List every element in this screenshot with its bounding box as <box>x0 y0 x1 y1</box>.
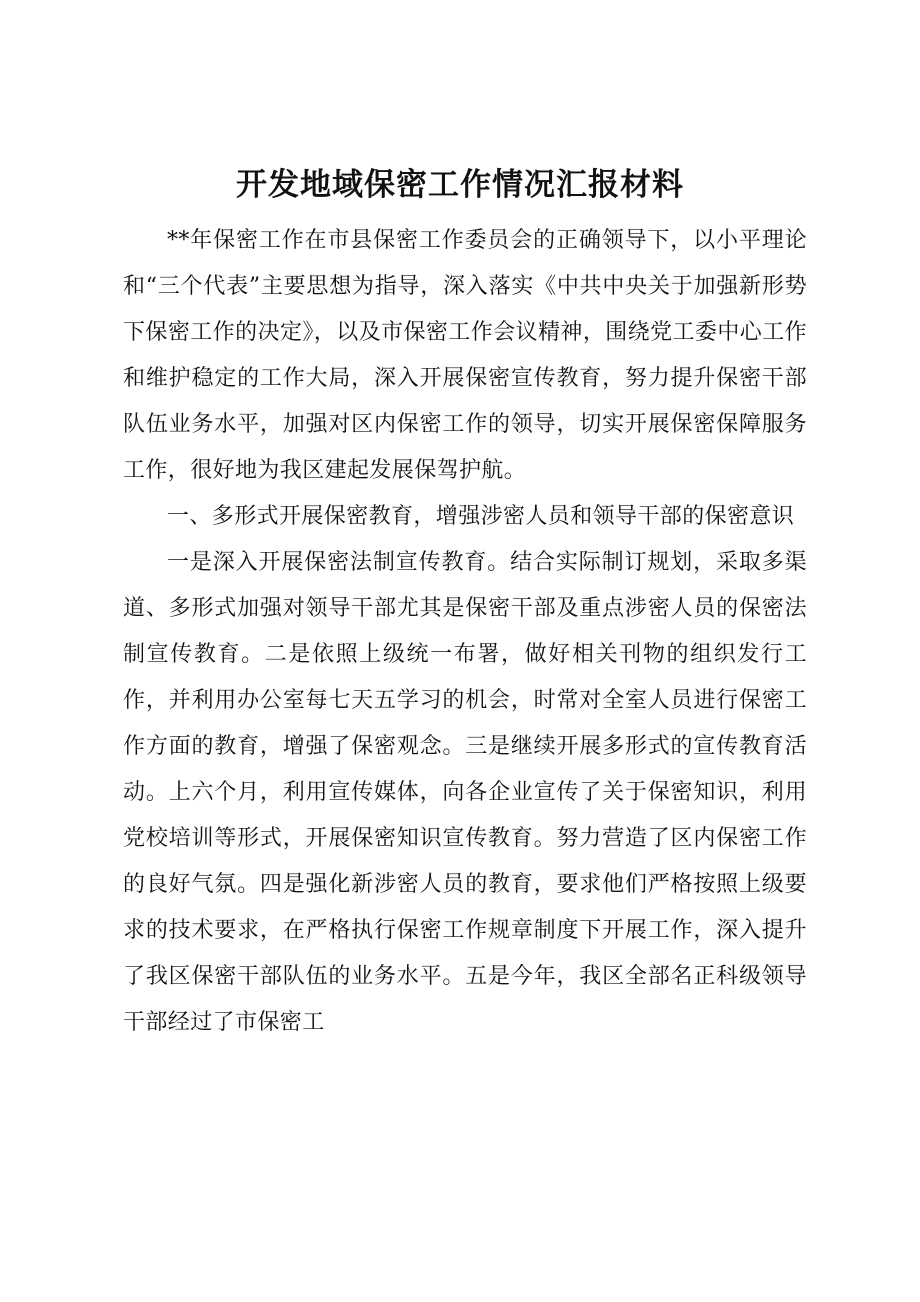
document-body <box>123 218 807 1046</box>
document-title: 开发地域保密工作情况汇报材料 <box>236 167 684 203</box>
section-heading-1: 一、多形式开展保密教育，增强涉密人员和领导干部的保密意识 <box>167 504 795 529</box>
section-1-paragraph: 一是深入开展保密法制宣传教育。结合实际制订规划，采取多渠道、多形式加强对领导干部尤其是保密干部及重点涉密人员的保密法制宣传教育。二是依照上级统一布署，做好相关刊物的组织发行工作，并利用办公室每七天五学习的机会，时常对全室人员进行保密工作方面的教育，增强了保密观念。三是继续开展多形式的宣传教育活动。上六个月，利用宣传媒体，向各企业宣传了关于保密知识，利用党校培训等形式，开展保密知识宣传教育。努力营造了区内保密工作的良好气氛。四是强化新涉密人员的教育，要求他们严格按照上级要求的技术要求，在严格执行保密工作规章制度下开展工作，深入提升了我区保密干部队伍的业务水平。五是今年，我区全部名正科级领导干部经过了市保密工 <box>123 550 807 1035</box>
intro-paragraph: **年保密工作在市县保密工作委员会的正确领导下，以小平理论和“三个代表”主要思想为指导，深入落实《中共中央关于加强新形势下保密工作的决定》，以及市保密工作会议精神，围绕党工委中心工作和维护稳定的工作大局，深入开展保密宣传教育，努力提升保密干部队伍业务水平，加强对区内保密工作的领导，切实开展保密保障服务工作，很好地为我区建起发展保驾护航。 <box>123 228 807 483</box>
